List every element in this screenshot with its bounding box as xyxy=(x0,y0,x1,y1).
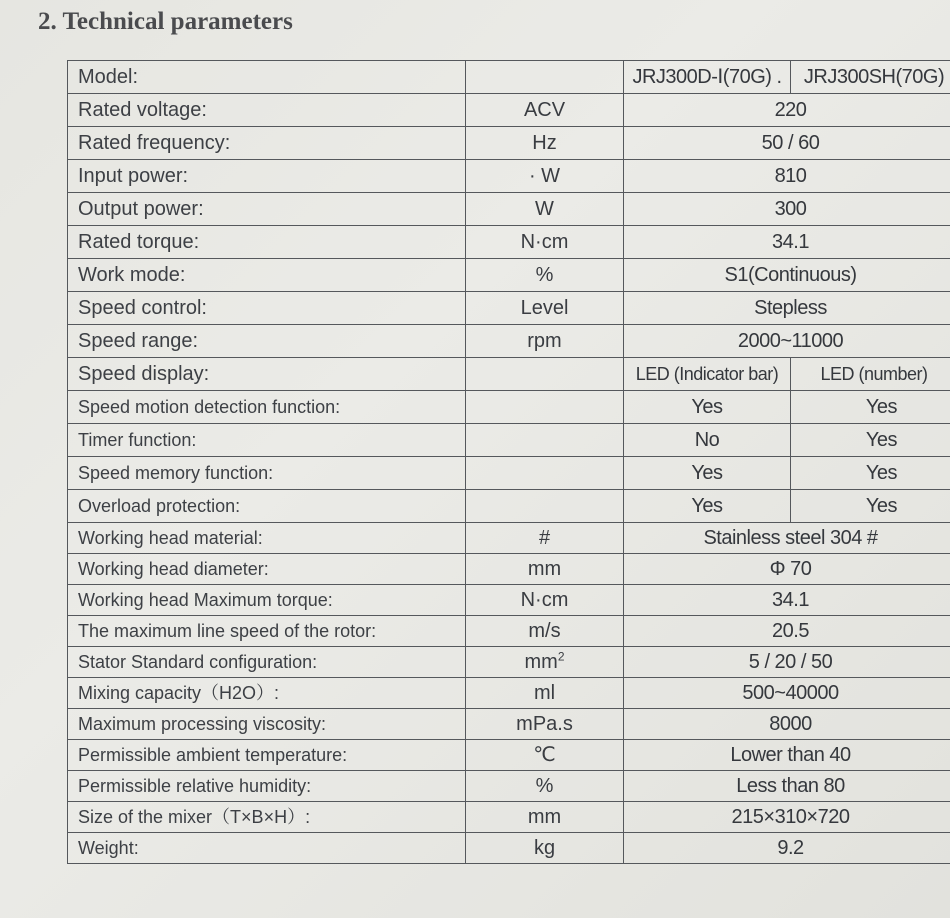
param-label: Speed control: xyxy=(68,292,466,325)
unit-cell: N·cm xyxy=(466,585,624,616)
param-label: Rated torque: xyxy=(68,226,466,259)
table-row-model xyxy=(68,61,950,94)
param-label: Size of the mixer（T×B×H）: xyxy=(68,802,466,833)
value-cell: 215×310×720 xyxy=(624,802,950,833)
value-cell: 2000~11000 xyxy=(624,325,950,358)
model-a: JRJ300D-Ⅰ(70G) . xyxy=(624,61,791,94)
value-cell: 34.1 xyxy=(624,585,950,616)
param-label: Working head material: xyxy=(68,523,466,554)
table-row xyxy=(68,259,950,292)
unit-cell: rpm xyxy=(466,325,624,358)
table-row xyxy=(68,771,950,802)
value-cell: Less than 80 xyxy=(624,771,950,802)
model-b: JRJ300SH(70G) xyxy=(791,61,950,94)
table-row xyxy=(68,193,950,226)
unit-cell: kg xyxy=(466,833,624,864)
unit-cell xyxy=(466,61,624,94)
unit-cell: ℃ xyxy=(466,740,624,771)
unit-cell xyxy=(466,424,624,457)
value-cell: S1(Continuous) xyxy=(624,259,950,292)
table-row xyxy=(68,802,950,833)
unit-cell: · W xyxy=(466,160,624,193)
table-row xyxy=(68,226,950,259)
unit-cell: % xyxy=(466,771,624,802)
param-label: Speed motion detection function: xyxy=(68,391,466,424)
value-cell: Lower than 40 xyxy=(624,740,950,771)
param-label: Working head diameter: xyxy=(68,554,466,585)
unit-cell: Hz xyxy=(466,127,624,160)
table-row xyxy=(68,554,950,585)
value-cell: 5 / 20 / 50 xyxy=(624,647,950,678)
value-cell-a: Yes xyxy=(624,391,791,424)
value-cell: 34.1 xyxy=(624,226,950,259)
unit-cell: N·cm xyxy=(466,226,624,259)
unit-cell: W xyxy=(466,193,624,226)
unit-cell xyxy=(466,647,624,678)
param-label: Work mode: xyxy=(68,259,466,292)
page-title: 2. Technical parameters xyxy=(38,8,293,35)
table-row xyxy=(68,127,950,160)
table-row xyxy=(68,424,950,457)
param-label: Rated frequency: xyxy=(68,127,466,160)
param-label: The maximum line speed of the rotor: xyxy=(68,616,466,647)
param-label: Input power: xyxy=(68,160,466,193)
table-row xyxy=(68,490,950,523)
value-cell: 50 / 60 xyxy=(624,127,950,160)
unit-cell: mm xyxy=(466,554,624,585)
unit-cell: m/s xyxy=(466,616,624,647)
param-label: Overload protection: xyxy=(68,490,466,523)
param-label: Mixing capacity（H2O）: xyxy=(68,678,466,709)
value-cell: 220 xyxy=(624,94,950,127)
unit-text: mm xyxy=(524,651,558,673)
param-label: Speed memory function: xyxy=(68,457,466,490)
value-cell: Stepless xyxy=(624,292,950,325)
param-label: Speed display: xyxy=(68,358,466,391)
unit-cell: ml xyxy=(466,678,624,709)
technical-parameters-table xyxy=(67,60,950,864)
value-cell: 9.2 xyxy=(624,833,950,864)
value-cell-b: Yes xyxy=(791,391,950,424)
value-cell-a: LED (Indicator bar) xyxy=(624,358,791,391)
param-label: Permissible relative humidity: xyxy=(68,771,466,802)
value-cell-b: Yes xyxy=(791,490,950,523)
unit-cell xyxy=(466,490,624,523)
table-row xyxy=(68,740,950,771)
unit-cell xyxy=(466,391,624,424)
param-label: Model: xyxy=(68,61,466,94)
unit-cell xyxy=(466,358,624,391)
value-cell: 8000 xyxy=(624,709,950,740)
unit-cell: mPa.s xyxy=(466,709,624,740)
param-label: Weight: xyxy=(68,833,466,864)
table-row xyxy=(68,391,950,424)
value-cell: 300 xyxy=(624,193,950,226)
param-label: Permissible ambient temperature: xyxy=(68,740,466,771)
value-cell-a: No xyxy=(624,424,791,457)
value-cell: 500~40000 xyxy=(624,678,950,709)
param-label: Timer function: xyxy=(68,424,466,457)
value-cell: 810 xyxy=(624,160,950,193)
value-cell-b: Yes xyxy=(791,424,950,457)
unit-cell xyxy=(466,457,624,490)
unit-cell: ACV xyxy=(466,94,624,127)
table-row xyxy=(68,292,950,325)
table-row xyxy=(68,709,950,740)
table-row xyxy=(68,678,950,709)
param-label: Speed range: xyxy=(68,325,466,358)
table-row xyxy=(68,585,950,616)
param-label: Maximum processing viscosity: xyxy=(68,709,466,740)
table-row xyxy=(68,160,950,193)
table-row xyxy=(68,833,950,864)
value-cell-b: Yes xyxy=(791,457,950,490)
unit-cell: % xyxy=(466,259,624,292)
unit-cell: mm xyxy=(466,802,624,833)
value-cell-a: Yes xyxy=(624,490,791,523)
table-row xyxy=(68,325,950,358)
unit-cell: # xyxy=(466,523,624,554)
value-cell-b: LED (number) xyxy=(791,358,950,391)
unit-superscript: 2 xyxy=(557,649,565,664)
value-cell-a: Yes xyxy=(624,457,791,490)
value-cell: Stainless steel 304 # xyxy=(624,523,950,554)
table-row xyxy=(68,647,950,678)
table-row xyxy=(68,523,950,554)
param-label: Rated voltage: xyxy=(68,94,466,127)
table-row xyxy=(68,616,950,647)
param-label: Working head Maximum torque: xyxy=(68,585,466,616)
table-row xyxy=(68,358,950,391)
param-label: Stator Standard configuration: xyxy=(68,647,466,678)
table-row xyxy=(68,94,950,127)
param-label: Output power: xyxy=(68,193,466,226)
value-cell: 20.5 xyxy=(624,616,950,647)
value-cell: Φ 70 xyxy=(624,554,950,585)
table-row xyxy=(68,457,950,490)
unit-cell: Level xyxy=(466,292,624,325)
